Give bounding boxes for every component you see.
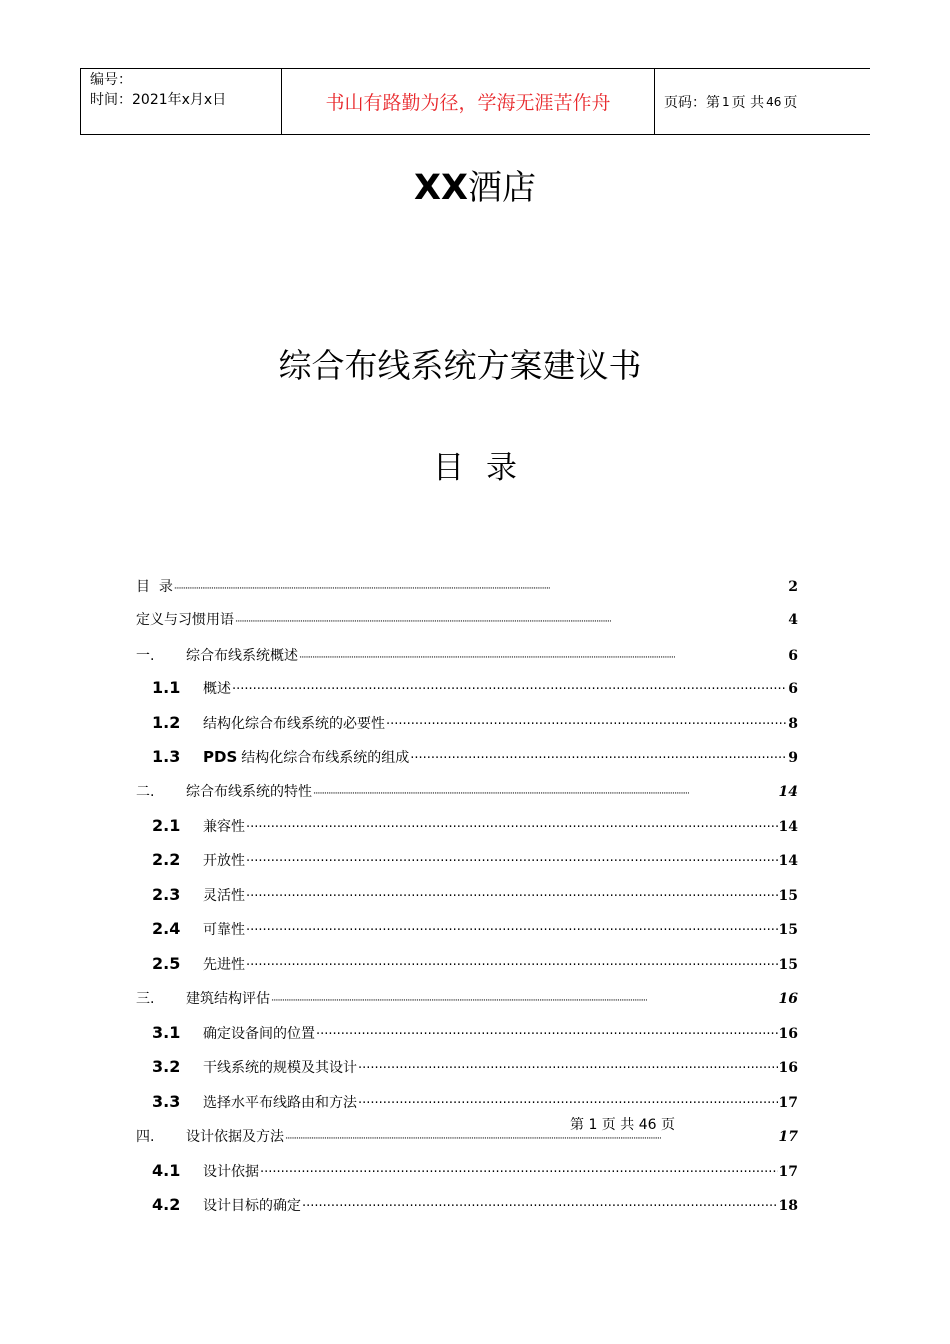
toc-entry-page: 6 [788,681,798,697]
number-label: 编号： [90,72,132,88]
toc-entry-page: 16 [778,1026,798,1042]
toc-entry-page: 6 [788,648,798,664]
toc-entry-number: 2.1 [152,816,181,835]
motto-text: 书山有路勤为径，学海无涯苦作舟 [325,92,611,114]
toc-entry[interactable] [136,576,798,596]
toc-entry[interactable] [136,1126,798,1146]
toc-entry-number: 1.3 [152,747,181,766]
toc-leader [302,1198,778,1214]
toc-entry[interactable] [152,919,798,939]
toc-entry[interactable] [152,747,798,767]
toc-leader [313,784,778,800]
toc-entry-number: 1.1 [152,678,181,697]
toc-leader [386,716,787,732]
toc-entry-label: 概述 [203,681,231,697]
toc-entry-number: 3.3 [152,1092,181,1111]
page-total: 46 [766,94,782,109]
hotel-title-prefix: XX [414,168,468,208]
page-suffix: 页 [783,94,798,111]
toc-entry-page: 16 [778,991,798,1007]
toc-leader [358,1060,778,1076]
motto-cell [282,69,655,134]
toc-entry-label: 定义与习惯用语 [136,612,234,628]
toc-entry-page: 15 [778,957,798,973]
toc-entry-label: 建筑结构评估 [186,991,270,1007]
toc-entry-label: 兼容性 [203,819,245,835]
toc-entry-number: 四. [136,1129,155,1145]
toc-entry[interactable] [152,1092,798,1112]
toc-entry-label: 选择水平布线路由和方法 [203,1095,357,1111]
toc-entry-number: 3.1 [152,1023,181,1042]
toc-entry-number: 4.1 [152,1161,181,1180]
toc-leader [358,1095,778,1111]
toc-entry-page: 15 [778,922,798,938]
toc-entry[interactable] [152,816,798,836]
page-footer: 第 1 页 共 46 页 [570,1117,675,1133]
toc-entry-label-bold: PDS [203,748,238,766]
toc-entry-number: 2.2 [152,850,181,869]
toc-heading: 目录 [433,450,539,486]
page-mid: 页 共 [731,94,765,111]
toc-entry-number: 2.5 [152,954,181,973]
toc-entry-page: 4 [788,612,798,628]
toc-leader [271,991,778,1007]
toc-entry-label: 灵活性 [203,888,245,904]
toc-entry-label: 开放性 [203,853,245,869]
toc-entry-number: 三. [136,991,155,1007]
toc-entry-number: 2.4 [152,919,181,938]
toc-entry-page: 17 [778,1129,798,1145]
toc-entry[interactable] [152,1161,798,1181]
toc-entry[interactable] [136,988,798,1008]
toc-entry[interactable] [136,781,798,801]
toc-entry[interactable] [152,713,798,733]
toc-entry-page: 15 [778,888,798,904]
toc-leader [246,888,778,904]
toc-leader [235,612,787,628]
toc-leader [246,922,778,938]
toc-leader [174,579,787,595]
toc-entry[interactable] [136,645,798,665]
toc-entry-page: 14 [778,784,798,800]
document-title: 综合布线系统方案建议书 [278,346,642,385]
toc-leader [316,1026,778,1042]
toc-leader [246,819,778,835]
page-info-cell [655,69,870,134]
toc-entry-page: 17 [778,1095,798,1111]
toc-entry-label: 确定设备间的位置 [203,1026,315,1042]
toc-leader [299,648,787,664]
toc-leader [410,750,787,766]
toc-entry-number: 二. [136,784,155,800]
toc-entry[interactable] [152,678,798,698]
toc-entry-label: 先进性 [203,957,245,973]
hotel-title-suffix: 酒店 [467,168,536,208]
toc-entry-label: 目 录 [136,579,173,595]
toc-leader [246,853,778,869]
header-table [80,68,870,135]
toc-entry-page: 17 [778,1164,798,1180]
toc-leader [232,681,787,697]
header-info-cell [81,69,282,134]
toc-entry-label: 干线系统的规模及其设计 [203,1060,357,1076]
toc-entry[interactable] [152,1195,798,1215]
toc-entry-page: 18 [778,1198,798,1214]
toc-entry-number: 4.2 [152,1195,181,1214]
toc-entry-page: 14 [778,853,798,869]
toc-entry-label: 结构化综合布线系统的必要性 [203,716,385,732]
toc-entry[interactable] [136,609,798,629]
toc-leader [285,1129,778,1145]
page-current: 1 [722,94,730,109]
toc-entry-label: 设计依据及方法 [186,1129,284,1145]
toc-entry-page: 8 [788,716,798,732]
hotel-title [0,160,950,209]
toc-entry[interactable] [152,954,798,974]
page-prefix: 页码：第 [664,94,720,111]
toc-entry-number: 一. [136,648,155,664]
toc-entry-label: 设计依据 [203,1164,259,1180]
toc-entry[interactable] [152,850,798,870]
toc-entry-number: 1.2 [152,713,181,732]
toc-entry-number: 2.3 [152,885,181,904]
toc-leader [260,1164,778,1180]
toc-entry[interactable] [152,1057,798,1077]
toc-entry-page: 2 [788,579,798,595]
toc-entry-page: 9 [788,750,798,766]
toc-entry-label: 综合布线系统概述 [186,648,298,664]
toc-entry[interactable] [152,1023,798,1043]
toc-entry-label: 设计目标的确定 [203,1198,301,1214]
toc-entry[interactable] [152,885,798,905]
toc-entry-label: 综合布线系统的特性 [186,784,312,800]
time-label: 时间：2021年x月x日 [90,92,227,108]
toc-entry-number: 3.2 [152,1057,181,1076]
toc-leader [246,957,778,973]
toc-entry-label: 结构化综合布线系统的组成 [241,750,410,766]
toc-entry-label: 可靠性 [203,922,245,938]
toc-entry-page: 16 [778,1060,798,1076]
toc-entry-page: 14 [778,819,798,835]
